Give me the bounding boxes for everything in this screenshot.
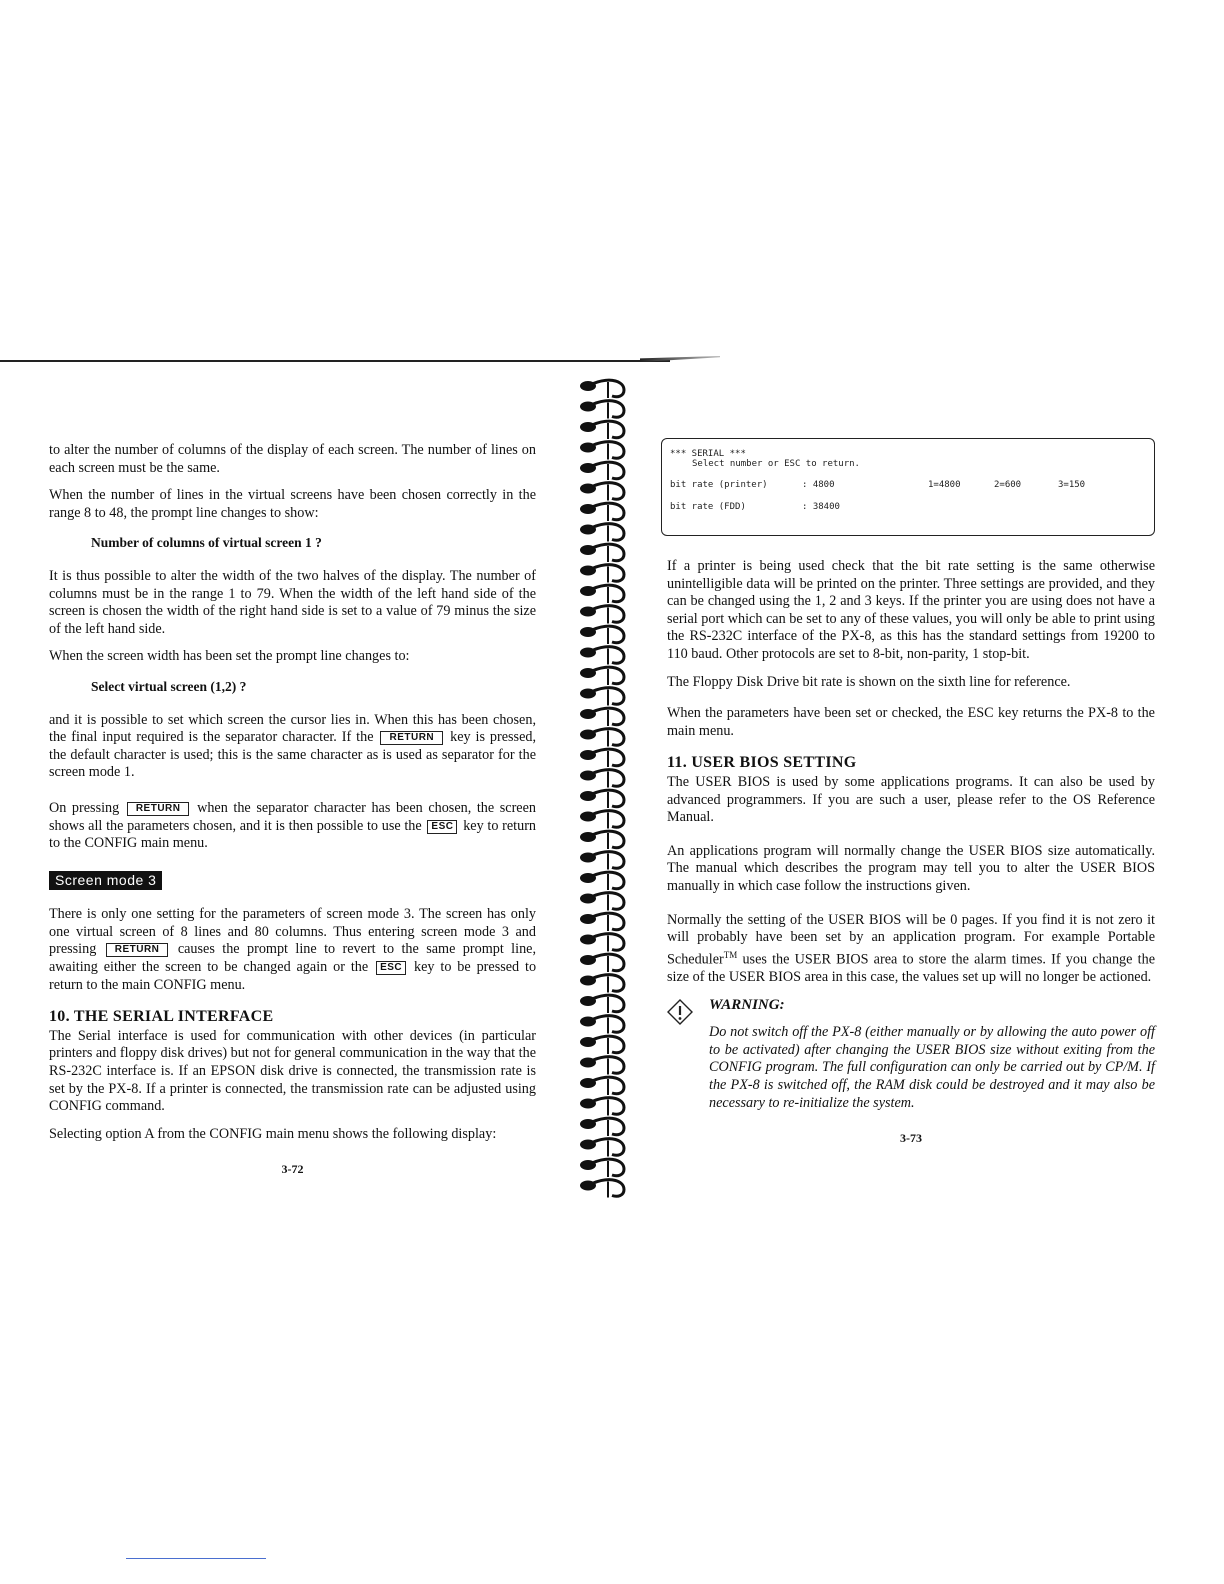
terminal-title: *** SERIAL *** [670, 449, 746, 459]
p6r-text-a: Normally the setting of the USER BIOS will be 0 pages. If you find it is not zero it will probably have been set by an application program. For example Portable Scheduler [667, 911, 1155, 968]
page-number-right: 3-73 [900, 1131, 922, 1146]
left-paragraph-5 [49, 712, 536, 782]
binding-ring [580, 483, 624, 501]
binding-ring [580, 585, 624, 603]
left-paragraph-2: When the number of lines in the virtual screens have been chosen correctly in the range 8 to 48, the prompt line changes to show: [49, 487, 536, 521]
binding-ring [580, 852, 624, 870]
right-paragraph-2: The Floppy Disk Drive bit rate is shown on the sixth line for reference. [667, 673, 1071, 690]
p7-text-a: There is only one setting for the parameters of screen mode 3. The screen has only one virtual screen of 8 lines and 80 columns. Thus entering screen mode 3 and pressing [49, 906, 536, 958]
prompt-select-screen: Select virtual screen (1,2) ? [91, 678, 247, 694]
screen-mode-3-heading: Screen mode 3 [49, 871, 162, 891]
p5-text-b: key is pressed, the default character is used; this is the same character as is used as separator for the screen mode 1. [49, 729, 537, 781]
left-page [49, 442, 536, 1179]
binding-ring [580, 544, 624, 562]
p7-text-c: key to be pressed to return to the main CONFIG menu. [49, 959, 537, 993]
left-paragraph-1: to alter the number of columns of the display of each screen. The number of lines on each screen must be the same. [49, 442, 536, 476]
binding-ring [580, 975, 624, 993]
binding-ring [580, 1016, 624, 1034]
binding-ring [580, 688, 624, 706]
terminal-printer-value: : 4800 [802, 480, 835, 490]
warning-body: Do not switch off the PX-8 (either manually or by allowing the auto power off to be activated) after changing the USER BIOS size without exiting from the CONFIG program. The full configuration can only be carried out by CP/M. If the PX-8 is switched off, the RAM disk could be destroyed and it may also be necessary to re-initialize the system. [709, 1024, 1155, 1111]
binding-ring [580, 1036, 624, 1054]
binding-ring [580, 442, 624, 460]
terminal-option-1: 1=4800 [928, 480, 961, 490]
esc-key: ESC [427, 820, 457, 834]
binding-ring [580, 770, 624, 788]
page-number-left: 3-72 [281, 1162, 304, 1177]
binding-ring [580, 421, 624, 439]
binding-ring [580, 1180, 624, 1198]
serial-terminal-display [661, 438, 1155, 536]
binding-ring [580, 1077, 624, 1095]
binding-ring [580, 811, 624, 829]
warning-icon [667, 999, 693, 1025]
left-paragraph-8: The Serial interface is used for communication with other devices (in particular printers and floppy disk drives) but not for general communication in the way that the RS-232C interface is. If an EPSON disk drive is connected, the transmission rate is set by the PX-8. If a printer is connected, the transmission rate can be adjusted using CONFIG command. [49, 1027, 536, 1115]
spiral-binding [572, 372, 652, 1214]
terminal-option-3: 3=150 [1058, 480, 1086, 490]
left-paragraph-3: It is thus possible to alter the width of the two halves of the display. The number of columns must be in the range 1 to 79. When the width of the left hand side of the screen is chosen the width of the right hand side is set to a value of 79 minus the size of the left hand side. [49, 567, 536, 637]
left-paragraph-9: Selecting option A from the CONFIG main menu shows the following display: [49, 1125, 497, 1142]
p6-text-c: key to return to the CONFIG main menu. [49, 817, 537, 852]
p6r-text-b: uses the USER BIOS area to store the alarm times. If you change the size of the USER BIOS area in this case, the values set up will no longer be actioned. [667, 951, 1155, 986]
trademark-mark: TM [723, 949, 738, 960]
terminal-printer-label: bit rate (printer) [670, 480, 768, 490]
binding-ring [580, 565, 624, 583]
binding-ring [580, 995, 624, 1013]
binding-ring [580, 872, 624, 890]
binding-ring [580, 790, 624, 808]
right-page [667, 438, 1155, 1148]
p5-text-a: and it is possible to set which screen the cursor lies in. When this has been chosen, the final input required is the separator character. If the [49, 711, 536, 746]
p6-text-b: when the separator character has been chosen, the screen shows all the parameters chosen, and it is then possible to use the [49, 799, 536, 834]
right-paragraph-3: When the parameters have been set or checked, the ESC key returns the PX-8 to the main menu. [667, 705, 1155, 739]
binding-ring [580, 524, 624, 542]
binding-ring [580, 954, 624, 972]
binding-ring [580, 913, 624, 931]
binding-ring [580, 1057, 624, 1075]
binding-ring [580, 1159, 624, 1177]
return-key: RETURN [127, 802, 190, 816]
warning-title: WARNING: [709, 996, 785, 1013]
terminal-fdd-label: bit rate (FDD) [670, 502, 746, 512]
warning-block [667, 997, 1155, 1113]
binding-ring [580, 1098, 624, 1116]
top-rule [0, 360, 670, 362]
terminal-fdd-value: : 38400 [802, 502, 840, 512]
binding-ring [580, 749, 624, 767]
binding-ring [580, 1118, 624, 1136]
terminal-instruction: Select number or ESC to return. [692, 459, 860, 469]
bottom-link-line [126, 1558, 266, 1559]
terminal-option-2: 2=600 [994, 480, 1022, 490]
binding-ring [580, 1139, 624, 1157]
p7-text-b: causes the prompt line to revert to the same prompt line, awaiting either the screen to be changed again or the [49, 941, 537, 976]
right-paragraph-1: If a printer is being used check that the bit rate setting is the same otherwise unintelligible data will be printed on the printer. Three settings are provided, and they can be changed using the 1, 2 and 3 keys. If the printer you are using does not have a serial port which can be set to any of these values, you will only be able to print using the RS-232C interface of the PX-8, as this has the standard settings from 19200 to 110 baud. Other protocols are set to 8-bit, non-parity, 1 stop-bit. [667, 558, 1155, 662]
binding-ring [580, 626, 624, 644]
binding-ring [580, 462, 624, 480]
return-key: RETURN [106, 943, 169, 957]
binding-ring [580, 606, 624, 624]
left-paragraph-6 [49, 800, 536, 853]
prompt-columns: Number of columns of virtual screen 1 ? [91, 535, 322, 551]
binding-ring [580, 503, 624, 521]
binding-ring [580, 831, 624, 849]
top-rule-tip [640, 356, 720, 362]
left-paragraph-4: When the screen width has been set the prompt line changes to: [49, 648, 410, 665]
esc-key: ESC [376, 961, 406, 975]
right-paragraph-6 [667, 912, 1155, 987]
binding-ring [580, 647, 624, 665]
right-paragraph-4: The USER BIOS is used by some applications programs. It can also be used by advanced programmers. If you are such a user, please refer to the OS Reference Manual. [667, 773, 1155, 826]
return-key: RETURN [380, 731, 443, 745]
binding-ring [580, 380, 624, 398]
binding-ring [580, 708, 624, 726]
left-paragraph-7 [49, 906, 536, 994]
binding-ring [580, 893, 624, 911]
binding-ring [580, 667, 624, 685]
binding-ring [580, 729, 624, 747]
binding-ring [580, 401, 624, 419]
section-heading-user-bios: 11. USER BIOS SETTING [667, 754, 857, 772]
p6-text-a: On pressing [49, 799, 120, 816]
right-paragraph-5: An applications program will normally change the USER BIOS size automatically. The manual which describes the program may tell you to alter the USER BIOS manually in which case follow the instructions given. [667, 842, 1155, 894]
section-heading-serial-interface: 10. THE SERIAL INTERFACE [49, 1008, 274, 1026]
binding-ring [580, 934, 624, 952]
